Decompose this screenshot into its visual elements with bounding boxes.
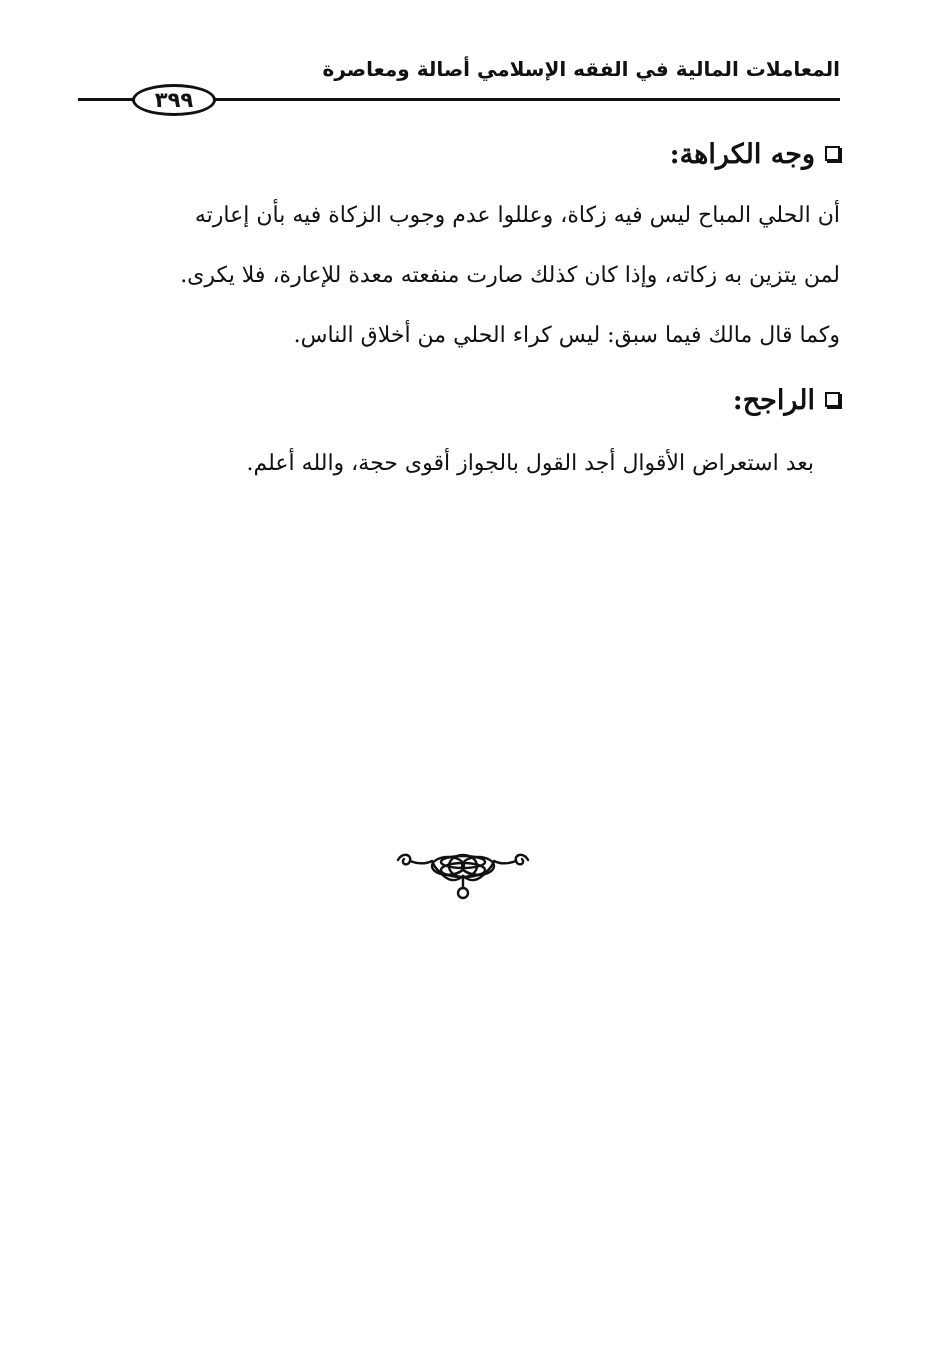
page-number: ٣٩٩ — [154, 88, 194, 112]
section-heading-2-text: الراجح: — [732, 385, 815, 416]
section-2-paragraph — [247, 434, 814, 494]
ornament-icon — [392, 848, 534, 904]
paragraph-line: بعد استعراض الأقوال أجد القول بالجواز أقوى حجة، والله أعلم. — [246, 451, 814, 476]
checkbox-icon — [825, 392, 840, 407]
section-heading-1 — [100, 136, 840, 174]
section-1-paragraph — [180, 186, 840, 366]
paragraph-line: لمن يتزين به زكاته، وإذا كان كذلك صارت منفعته معدة للإعارة، فلا يكرى. — [180, 263, 840, 288]
section-heading-1-text: وجه الكراهة: — [669, 139, 815, 170]
running-header: المعاملات المالية في الفقه الإسلامي أصالة ومعاصرة — [322, 57, 840, 81]
paragraph-line: وكما قال مالك فيما سبق: ليس كراء الحلي من أخلاق الناس. — [293, 323, 840, 348]
paragraph-line: أن الحلي المباح ليس فيه زكاة، وعللوا عدم وجوب الزكاة فيه بأن إعارته — [194, 203, 840, 228]
section-heading-2 — [100, 382, 840, 420]
page-number-oval — [132, 84, 216, 116]
checkbox-icon — [825, 146, 840, 161]
